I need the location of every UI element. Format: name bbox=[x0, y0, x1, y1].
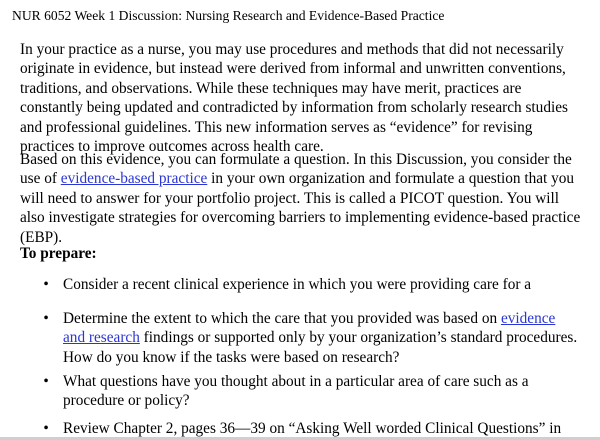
bullet-icon: • bbox=[43, 276, 49, 293]
list-item-text bbox=[63, 372, 529, 411]
paragraph-line bbox=[20, 169, 592, 188]
paragraph-line: also investigate strategies for overcoming barriers to implementing evidence-based practice bbox=[20, 209, 581, 227]
evidence-and-research-link[interactable]: evidence bbox=[500, 310, 556, 327]
intro-paragraph bbox=[20, 40, 592, 156]
bullet-icon: • bbox=[43, 373, 49, 390]
bullet-icon: • bbox=[43, 420, 49, 437]
list-item-text bbox=[63, 309, 577, 367]
text-run: Determine the extent to which the care that you provided was based on bbox=[63, 310, 501, 327]
list-item-line: procedure or policy? bbox=[63, 392, 190, 410]
evidence-paragraph bbox=[20, 150, 592, 247]
list-item-line: Review Chapter 2, pages 36—39 on “Asking Well worded Clinical Questions” in bbox=[63, 420, 562, 437]
paragraph-line: and professional guidelines. This new information serves as “evidence” for revising bbox=[20, 118, 533, 136]
paragraph-line: Based on this evidence, you can formulate a question. In this Discussion, you consider the bbox=[20, 151, 572, 168]
bullet-icon: • bbox=[43, 310, 49, 327]
paragraph-line: (EBP). bbox=[20, 228, 63, 246]
list-item-line: What questions have you thought about in a particular area of care such as a bbox=[63, 373, 529, 390]
list-item-text bbox=[63, 275, 531, 294]
list-item-line: Consider a recent clinical experience in which you were providing care for a bbox=[63, 276, 532, 293]
paragraph-line: traditions, and observations. While these techniques may have merit, practices are bbox=[20, 79, 522, 97]
evidence-and-research-link-continued[interactable]: and research bbox=[63, 329, 140, 347]
paragraph-line: originate in evidence, but instead were derived from informal and unwritten conventions, bbox=[20, 60, 566, 78]
paragraph-line: In your practice as a nurse, you may use procedures and methods that did not necessarily bbox=[20, 41, 564, 58]
list-item-text bbox=[63, 419, 561, 438]
list-item-line bbox=[63, 309, 577, 328]
paragraph-line: will need to answer for your portfolio project. This is called a PICOT question. You will bbox=[20, 189, 560, 207]
list-item-line: How do you know if the tasks were based on research? bbox=[63, 348, 400, 366]
text-run: use of bbox=[20, 170, 61, 188]
list-item-line bbox=[63, 328, 577, 347]
to-prepare-heading: To prepare: bbox=[20, 245, 97, 262]
document-title: NUR 6052 Week 1 Discussion: Nursing Research and Evidence-Based Practice bbox=[12, 8, 445, 23]
evidence-based-practice-link[interactable]: evidence-based practice bbox=[60, 170, 208, 188]
paragraph-line: constantly being updated and contradicted by information from scholarly research studies bbox=[20, 99, 568, 117]
text-run: in your own organization and formulate a question that you bbox=[207, 170, 575, 188]
text-run: findings or supported only by your organization’s standard procedures. bbox=[139, 329, 578, 347]
paragraph-line: practices to improve outcomes across health care. bbox=[20, 138, 324, 156]
